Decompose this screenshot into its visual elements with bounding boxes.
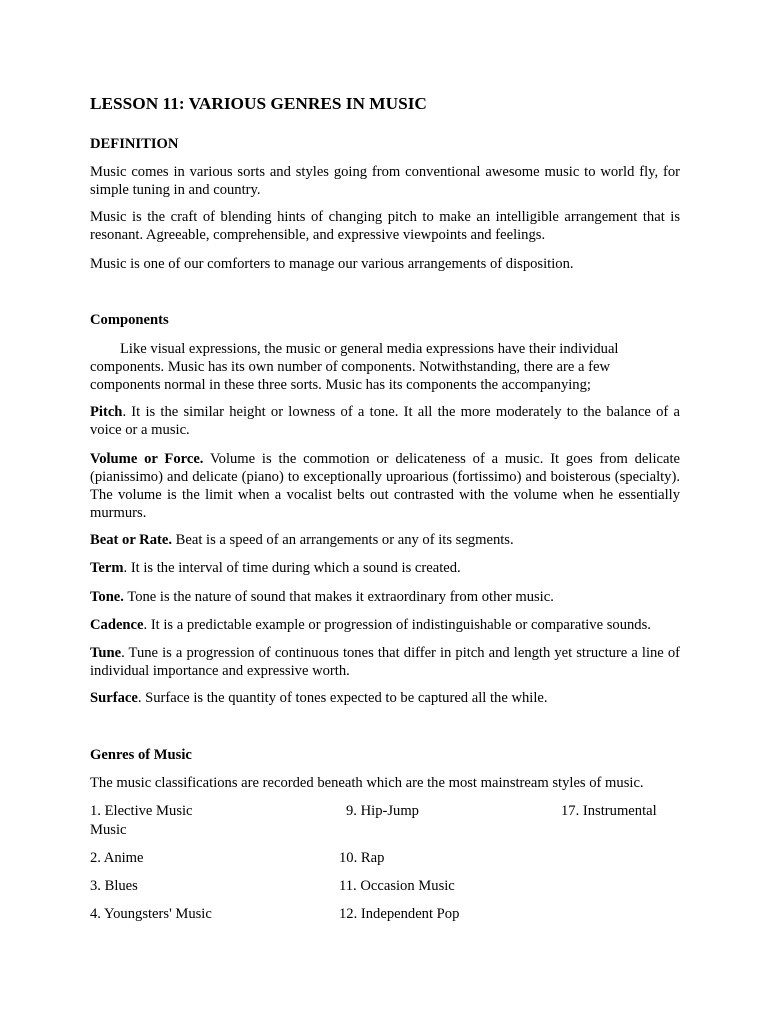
- component-term: Cadence: [90, 617, 144, 633]
- component-description: . It is a predictable example or progression of indistinguishable or comparative sounds.: [143, 617, 651, 633]
- components-intro: Like visual expressions, the music or general media expressions have their individual components. Music has its own number of components. Notwithstanding, there are a few components normal in these three sorts. Music has its components the accompanying;: [90, 341, 619, 393]
- component-term: Term: [90, 560, 124, 576]
- component-pitch: [90, 403, 680, 439]
- components-heading: Components: [90, 312, 169, 328]
- definition-paragraph-3: Music is one of our comforters to manage our various arrangements of disposition.: [90, 256, 574, 272]
- definition-paragraph-2: Music is the craft of blending hints of changing pitch to make an intelligible arrangement that is resonant. Agreeable, comprehensible, and expressive viewpoints and feelings.: [90, 209, 680, 243]
- component-term: Beat or Rate.: [90, 532, 172, 548]
- genres-heading: Genres of Music: [90, 747, 192, 763]
- component-term: Tune: [90, 645, 122, 661]
- component-description: . It is the similar height or lowness of a tone. It all the more moderately to the balance of a voice or a music.: [90, 404, 680, 438]
- genre-item: 4. Youngsters' Music: [90, 906, 212, 922]
- genre-item: Music: [90, 822, 127, 838]
- genre-item: 9. Hip-Jump: [346, 803, 419, 819]
- genre-item: 1. Elective Music: [90, 803, 193, 819]
- genre-item: 17. Instrumental: [561, 803, 657, 819]
- component-tone: [90, 588, 680, 606]
- component-description: Tone is the nature of sound that makes it extraordinary from other music.: [123, 589, 554, 605]
- genre-item: 2. Anime: [90, 850, 144, 866]
- definition-heading: DEFINITION: [90, 136, 179, 152]
- component-description: Volume is the commotion or delicateness of a music. It goes from delicate (pianissimo) and delicate (piano) to exceptionally uproarious (fortissimo) and boisterous (specialty). The volume is the limit when a vocalist belts out contrasted with the volume when he essentially murmurs.: [90, 451, 681, 521]
- component-description: . It is the interval of time during which a sound is created.: [123, 560, 461, 576]
- genre-item: 3. Blues: [90, 878, 138, 894]
- component-description: Beat is a speed of an arrangements or any of its segments.: [172, 532, 514, 548]
- component-cadence: [90, 616, 680, 634]
- component-term: Pitch: [90, 404, 123, 420]
- component-tune: [90, 644, 680, 680]
- definition-paragraph-1: Music comes in various sorts and styles going from conventional awesome music to world fly, for simple tuning in and country.: [90, 164, 680, 198]
- component-surface: [90, 689, 680, 707]
- component-beat: [90, 531, 680, 549]
- component-term: Surface: [90, 690, 138, 706]
- genre-item: 10. Rap: [339, 850, 385, 866]
- page-title: LESSON 11: VARIOUS GENRES IN MUSIC: [90, 94, 427, 113]
- genre-item: 11. Occasion Music: [339, 878, 455, 894]
- component-term: Tone.: [90, 589, 124, 605]
- component-description: . Tune is a progression of continuous tones that differ in pitch and length yet structure a line of individual importance and expressive worth.: [90, 645, 680, 679]
- component-volume: [90, 450, 680, 522]
- component-description: . Surface is the quantity of tones expected to be captured all the while.: [137, 690, 548, 706]
- genre-item: 12. Independent Pop: [339, 906, 460, 922]
- genres-intro: The music classifications are recorded beneath which are the most mainstream styles of music.: [90, 775, 644, 791]
- component-term: Volume or Force.: [90, 451, 204, 467]
- component-term-item: [90, 559, 680, 577]
